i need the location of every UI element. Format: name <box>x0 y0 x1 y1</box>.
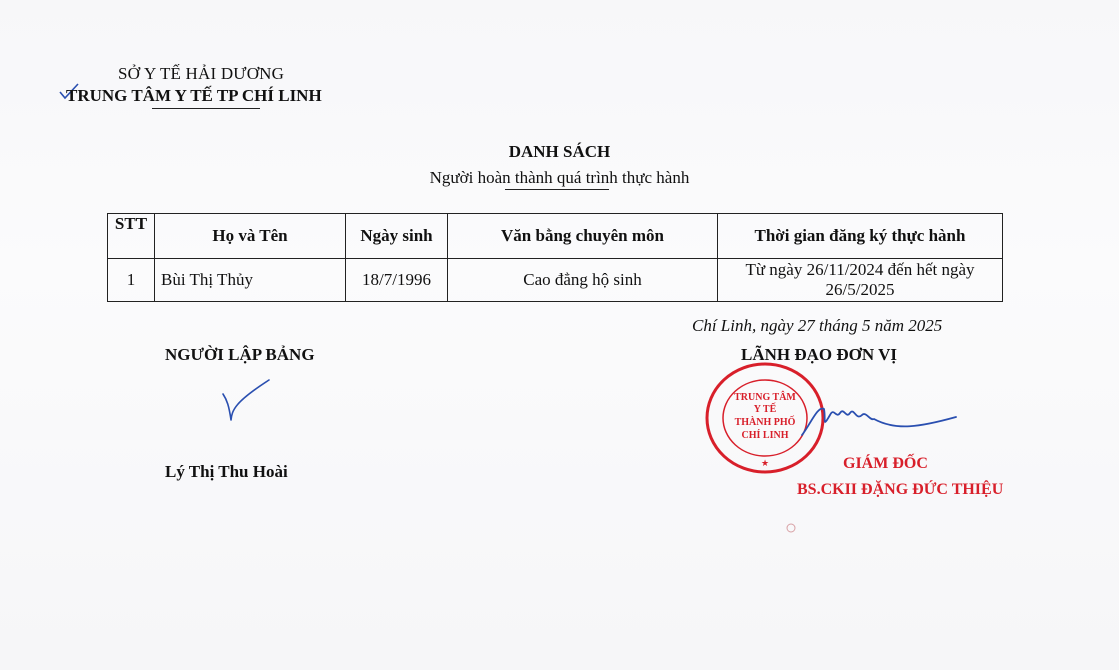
seal-line-1: TRUNG TÂM <box>734 392 796 403</box>
seal-line-4: CHÍ LINH <box>741 430 789 441</box>
header-dob: Ngày sinh <box>346 214 448 259</box>
subtitle-underline <box>505 189 609 190</box>
table-header-row <box>108 214 1003 259</box>
cell-period <box>718 259 1003 302</box>
period-line-1: Từ ngày 26/11/2024 đến hết ngày <box>745 260 975 279</box>
table-row <box>108 259 1003 302</box>
director-title: GIÁM ĐỐC <box>843 455 928 472</box>
place-date: Chí Linh, ngày 27 tháng 5 năm 2025 <box>692 316 943 335</box>
cell-dob: 18/7/1996 <box>346 259 448 302</box>
header-stt: STT <box>108 214 155 259</box>
document-title: DANH SÁCH <box>508 142 611 161</box>
seal-line-2: Y TẾ <box>753 404 777 415</box>
director-signature-icon <box>800 395 960 445</box>
maker-signature-icon <box>215 376 275 426</box>
seal-line-3: THÀNH PHỐ <box>734 417 796 428</box>
stamp-mark-icon <box>785 522 797 534</box>
org-underline <box>152 108 260 109</box>
cell-name: Bùi Thị Thủy <box>155 259 346 302</box>
cell-degree: Cao đẳng hộ sinh <box>448 259 718 302</box>
org-name: TRUNG TÂM Y TẾ TP CHÍ LINH <box>66 86 322 105</box>
director-name: BS.CKII ĐẶNG ĐỨC THIỆU <box>797 481 1004 498</box>
practice-list-table <box>107 213 1003 302</box>
document-subtitle: Người hoàn thành quá trình thực hành <box>429 168 690 187</box>
svg-text:★: ★ <box>760 458 770 468</box>
cell-stt: 1 <box>108 259 155 302</box>
header-degree: Văn bằng chuyên môn <box>448 214 718 259</box>
header-name: Họ và Tên <box>155 214 346 259</box>
org-parent: SỞ Y TẾ HẢI DƯƠNG <box>118 64 285 83</box>
period-line-2: 26/5/2025 <box>825 280 895 299</box>
header-period: Thời gian đăng ký thực hành <box>718 214 1003 259</box>
maker-title: NGƯỜI LẬP BẢNG <box>165 345 315 364</box>
maker-name: Lý Thị Thu Hoài <box>165 462 288 481</box>
leader-title: LÃNH ĐẠO ĐƠN VỊ <box>741 345 898 364</box>
